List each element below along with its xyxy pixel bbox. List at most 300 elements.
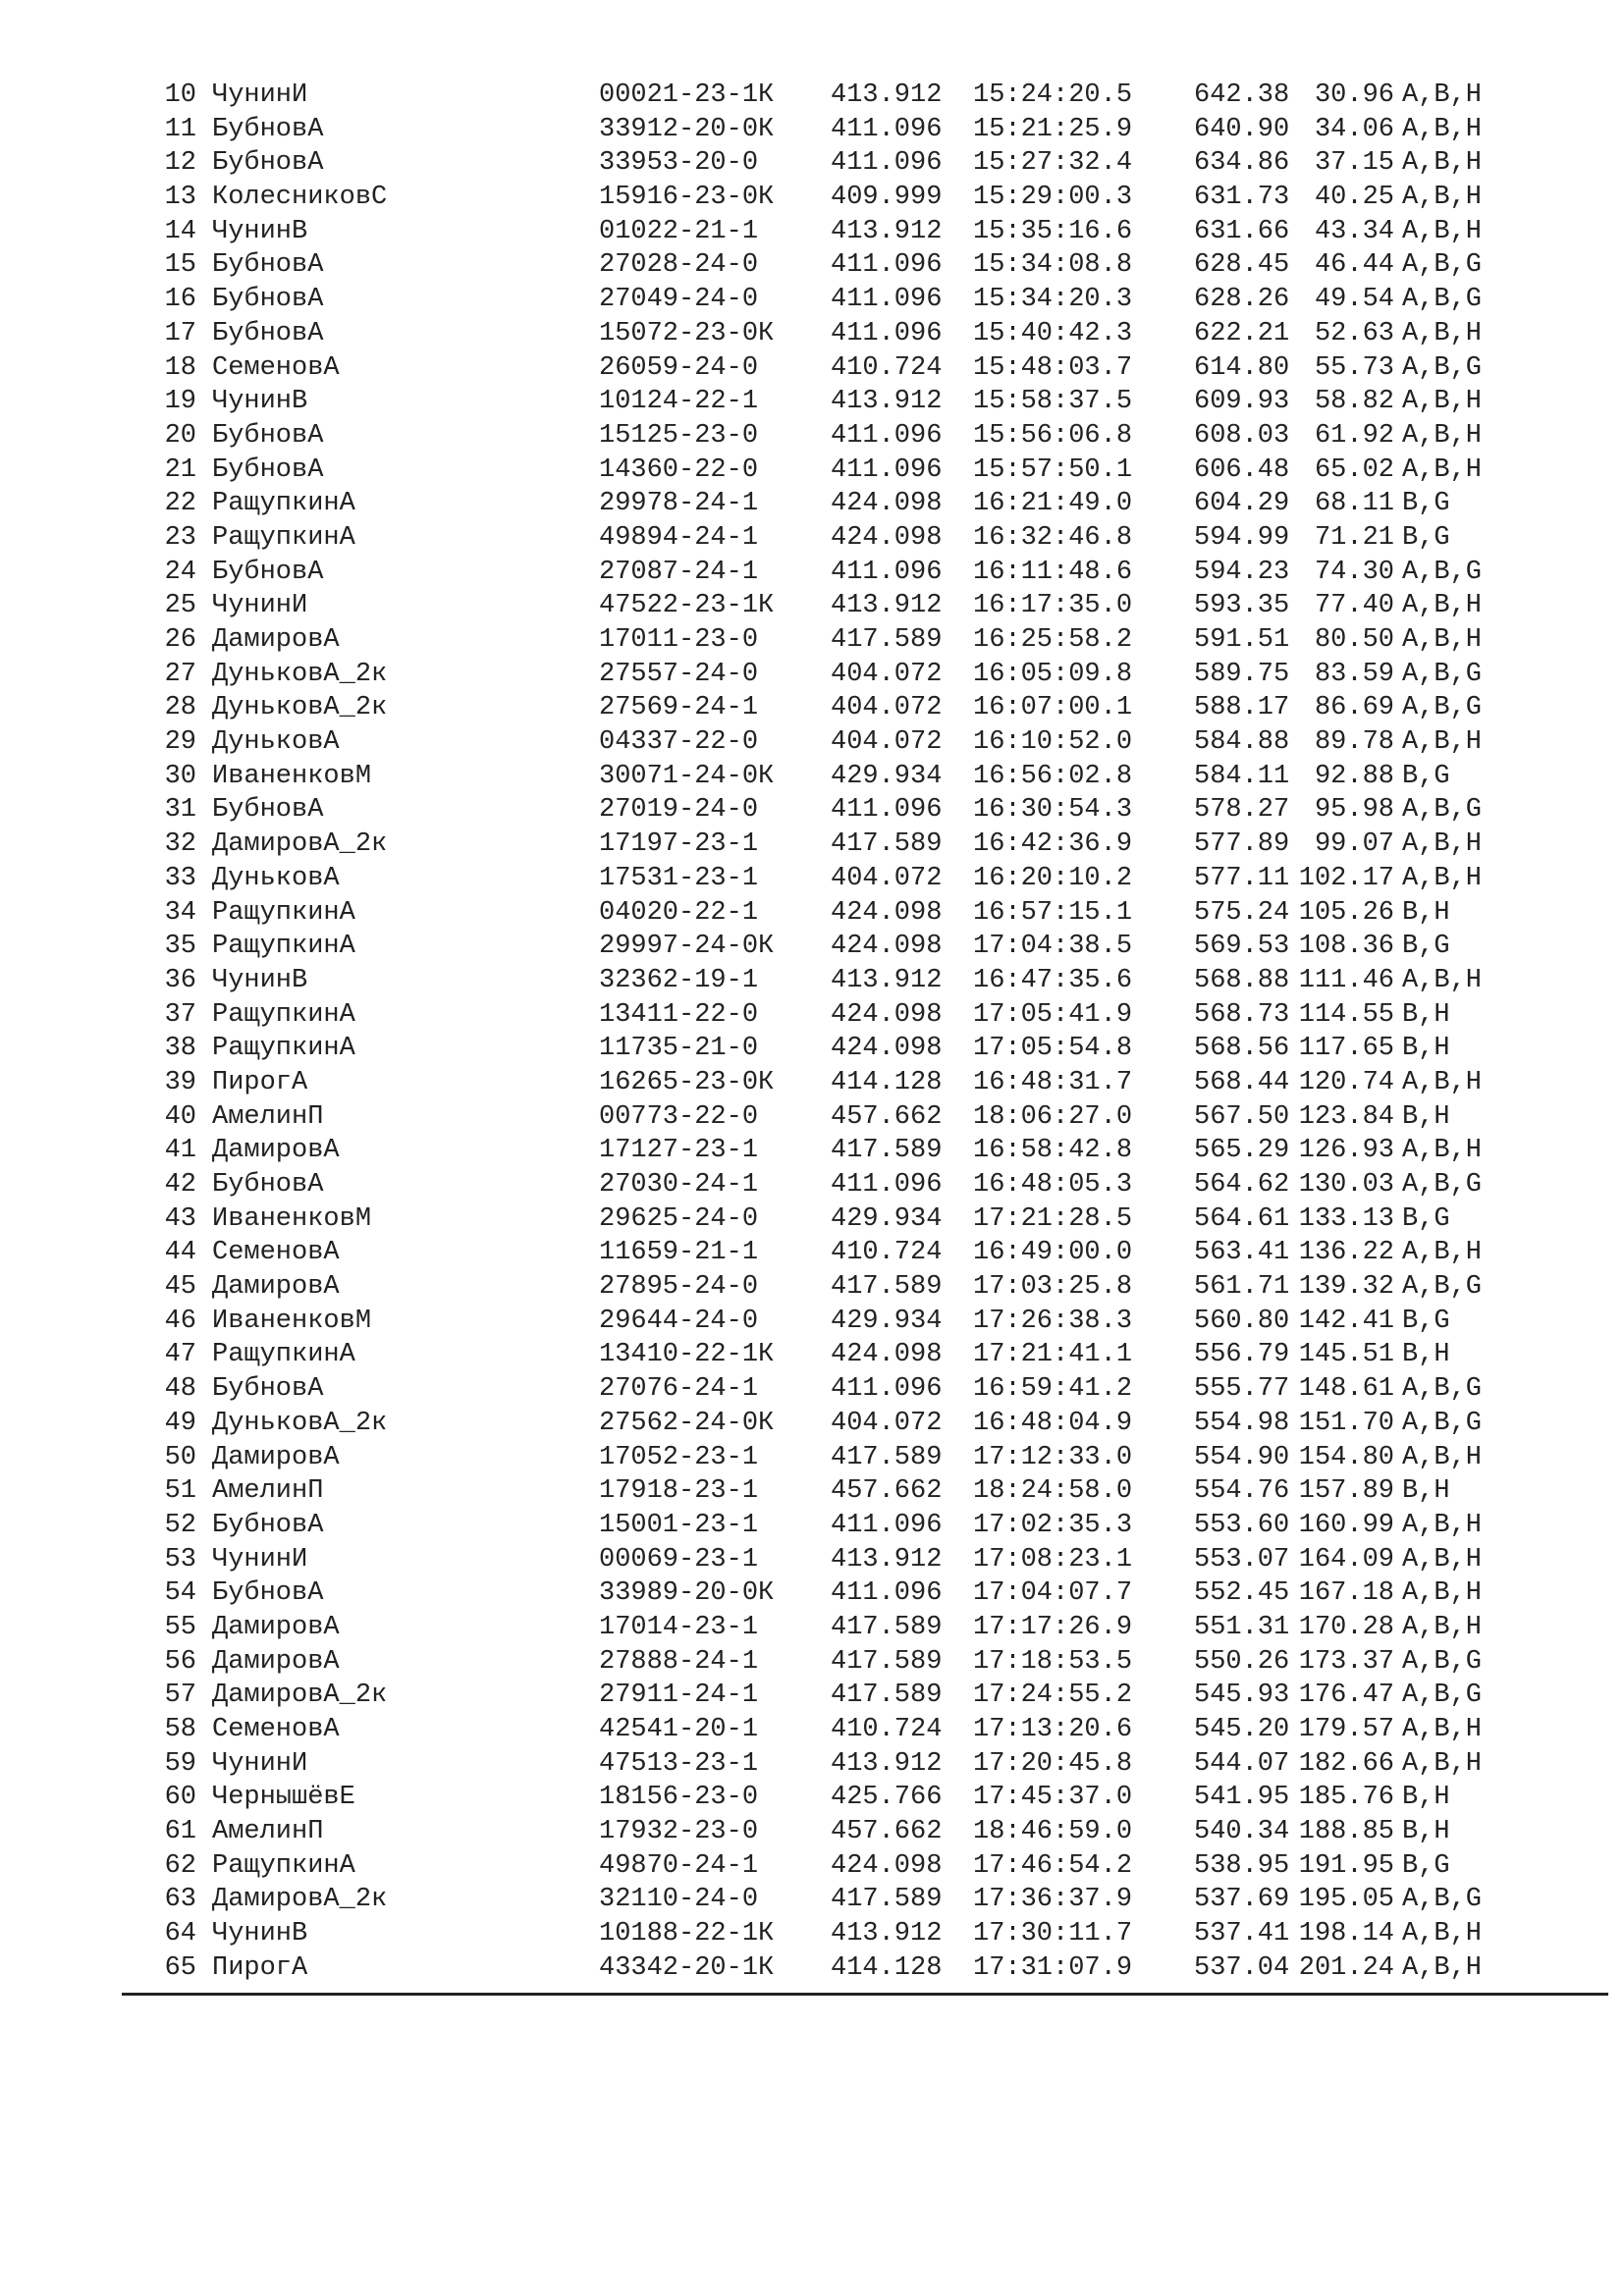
speed: 604.29 [1194, 489, 1290, 519]
distance: 404.072 [831, 863, 943, 893]
fancier-name: ДамировА [212, 1136, 340, 1166]
row-number: 34 [164, 897, 196, 928]
row-number: 12 [164, 148, 196, 179]
row-number: 56 [164, 1646, 196, 1677]
distance: 413.912 [831, 387, 943, 417]
points: 105.26 [1298, 897, 1394, 928]
table-row [161, 556, 1536, 590]
distance: 411.096 [831, 1578, 943, 1609]
table-row [161, 79, 1536, 113]
speed: 553.07 [1194, 1544, 1290, 1575]
points: 95.98 [1314, 795, 1394, 826]
arrival-time: 17:30:11.7 [973, 1919, 1133, 1949]
arrival-time: 17:17:26.9 [973, 1612, 1133, 1642]
table-row [161, 521, 1536, 556]
distance: 424.098 [831, 1034, 943, 1064]
groups: B,G [1402, 761, 1450, 791]
distance: 413.912 [831, 80, 943, 110]
ring-number: 17918-23-1 [599, 1476, 759, 1507]
fancier-name: ЧунинИ [212, 1544, 308, 1575]
speed: 537.41 [1194, 1919, 1290, 1949]
arrival-time: 15:35:16.6 [973, 216, 1133, 246]
speed: 568.88 [1194, 965, 1290, 995]
points: 65.02 [1314, 454, 1394, 485]
points: 123.84 [1298, 1101, 1394, 1132]
row-number: 43 [164, 1203, 196, 1234]
arrival-time: 16:32:46.8 [973, 522, 1133, 553]
row-number: 50 [164, 1442, 196, 1472]
row-number: 16 [164, 285, 196, 315]
row-number: 36 [164, 965, 196, 995]
table-row [161, 589, 1536, 623]
speed: 560.80 [1194, 1306, 1290, 1336]
ring-number: 04020-22-1 [599, 897, 759, 928]
ring-number: 00069-23-1 [599, 1544, 759, 1575]
table-row [161, 351, 1536, 386]
points: 46.44 [1314, 250, 1394, 281]
fancier-name: РащупкинА [212, 522, 355, 553]
distance: 417.589 [831, 1272, 943, 1303]
distance: 411.096 [831, 285, 943, 315]
points: 43.34 [1314, 216, 1394, 246]
ring-number: 17127-23-1 [599, 1136, 759, 1166]
fancier-name: РащупкинА [212, 489, 355, 519]
row-number: 44 [164, 1238, 196, 1268]
speed: 550.26 [1194, 1646, 1290, 1677]
ring-number: 42541-20-1 [599, 1715, 759, 1744]
arrival-time: 16:58:42.8 [973, 1136, 1133, 1166]
groups: A,B,H [1402, 1136, 1483, 1166]
ring-number: 47522-23-1К [599, 591, 775, 621]
row-number: 15 [164, 250, 196, 281]
points: 157.89 [1298, 1476, 1394, 1507]
groups: A,B,G [1402, 1408, 1483, 1438]
ring-number: 27895-24-0 [599, 1272, 759, 1303]
ring-number: 17052-23-1 [599, 1442, 759, 1472]
table-row [161, 1474, 1536, 1509]
points: 99.07 [1314, 829, 1394, 860]
points: 195.05 [1298, 1885, 1394, 1915]
arrival-time: 17:20:45.8 [973, 1748, 1133, 1779]
distance: 409.999 [831, 183, 943, 213]
distance: 417.589 [831, 1612, 943, 1642]
fancier-name: ДуньковА_2к [212, 693, 388, 723]
ring-number: 11659-21-1 [599, 1238, 759, 1268]
points: 92.88 [1314, 761, 1394, 791]
ring-number: 32362-19-1 [599, 965, 759, 995]
arrival-time: 17:12:33.0 [973, 1442, 1133, 1472]
row-number: 23 [164, 522, 196, 553]
row-number: 14 [164, 216, 196, 246]
fancier-name: РащупкинА [212, 932, 355, 962]
ring-number: 17197-23-1 [599, 829, 759, 860]
ring-number: 13410-22-1К [599, 1340, 775, 1370]
row-number: 30 [164, 761, 196, 791]
ring-number: 27911-24-1 [599, 1681, 759, 1711]
groups: A,B,G [1402, 1681, 1483, 1711]
row-number: 24 [164, 557, 196, 587]
speed: 631.73 [1194, 183, 1290, 213]
table-row [161, 760, 1536, 794]
ring-number: 47513-23-1 [599, 1748, 759, 1779]
arrival-time: 16:07:00.1 [973, 693, 1133, 723]
table-row [161, 248, 1536, 283]
groups: A,B,G [1402, 795, 1483, 826]
distance: 410.724 [831, 1238, 943, 1268]
points: 142.41 [1298, 1306, 1394, 1336]
groups: B,H [1402, 1034, 1450, 1064]
arrival-time: 17:21:41.1 [973, 1340, 1133, 1370]
table-row [161, 1679, 1536, 1713]
points: 30.96 [1314, 80, 1394, 110]
arrival-time: 16:47:35.6 [973, 965, 1133, 995]
speed: 553.60 [1194, 1510, 1290, 1540]
results-table [161, 79, 1536, 1986]
arrival-time: 18:24:58.0 [973, 1476, 1133, 1507]
ring-number: 13411-22-0 [599, 999, 759, 1030]
arrival-time: 16:48:05.3 [973, 1170, 1133, 1200]
table-row [161, 896, 1536, 931]
groups: A,B,G [1402, 1272, 1483, 1303]
ring-number: 17932-23-0 [599, 1817, 759, 1847]
arrival-time: 16:57:15.1 [973, 897, 1133, 928]
table-row [161, 691, 1536, 725]
groups: B,H [1402, 1340, 1450, 1370]
row-number: 32 [164, 829, 196, 860]
fancier-name: БубновА [212, 1170, 324, 1200]
groups: A,B,G [1402, 250, 1483, 281]
row-number: 18 [164, 352, 196, 383]
points: 201.24 [1298, 1952, 1394, 1983]
table-row [161, 1747, 1536, 1782]
points: 55.73 [1314, 352, 1394, 383]
speed: 578.27 [1194, 795, 1290, 826]
speed: 554.76 [1194, 1476, 1290, 1507]
ring-number: 16265-23-0К [599, 1067, 775, 1097]
table-row [161, 658, 1536, 692]
ring-number: 27087-24-1 [599, 557, 759, 587]
distance: 429.934 [831, 761, 943, 791]
distance: 417.589 [831, 1885, 943, 1915]
distance: 404.072 [831, 727, 943, 758]
groups: A,B,H [1402, 1952, 1483, 1983]
groups: A,B,H [1402, 625, 1483, 655]
row-number: 20 [164, 420, 196, 451]
fancier-name: ДамировА_2к [212, 1885, 388, 1915]
fancier-name: ДуньковА [212, 727, 340, 758]
speed: 541.95 [1194, 1783, 1290, 1813]
groups: A,B,H [1402, 420, 1483, 451]
fancier-name: ЧунинИ [212, 1748, 308, 1779]
fancier-name: БубновА [212, 318, 324, 348]
arrival-time: 17:18:53.5 [973, 1646, 1133, 1677]
fancier-name: БубновА [212, 1578, 324, 1609]
points: 154.80 [1298, 1442, 1394, 1472]
speed: 631.66 [1194, 216, 1290, 246]
fancier-name: ПирогА [212, 1067, 308, 1097]
ring-number: 27049-24-0 [599, 285, 759, 315]
fancier-name: БубновА [212, 148, 324, 179]
fancier-name: ЧернышёвЕ [212, 1783, 355, 1813]
arrival-time: 17:04:38.5 [973, 932, 1133, 962]
points: 198.14 [1298, 1919, 1394, 1949]
distance: 424.098 [831, 489, 943, 519]
groups: A,B,H [1402, 1510, 1483, 1540]
table-row [161, 1407, 1536, 1441]
points: 74.30 [1314, 557, 1394, 587]
groups: A,B,H [1402, 1578, 1483, 1609]
speed: 577.89 [1194, 829, 1290, 860]
arrival-time: 17:03:25.8 [973, 1272, 1133, 1303]
fancier-name: ДамировА [212, 625, 340, 655]
speed: 622.21 [1194, 318, 1290, 348]
ring-number: 27569-24-1 [599, 693, 759, 723]
distance: 417.589 [831, 1442, 943, 1472]
speed: 545.93 [1194, 1681, 1290, 1711]
groups: A,B,H [1402, 1919, 1483, 1949]
arrival-time: 15:34:08.8 [973, 250, 1133, 281]
points: 83.59 [1314, 659, 1394, 689]
fancier-name: БубновА [212, 1510, 324, 1540]
fancier-name: ДамировА [212, 1442, 340, 1472]
speed: 537.04 [1194, 1952, 1290, 1983]
fancier-name: ЧунинИ [212, 80, 308, 110]
distance: 429.934 [831, 1306, 943, 1336]
groups: A,B,G [1402, 352, 1483, 383]
fancier-name: ДуньковА [212, 863, 340, 893]
row-number: 49 [164, 1408, 196, 1438]
ring-number: 43342-20-1К [599, 1952, 775, 1983]
table-row [161, 113, 1536, 147]
ring-number: 27076-24-1 [599, 1374, 759, 1405]
groups: A,B,H [1402, 454, 1483, 485]
table-row [161, 1815, 1536, 1849]
distance: 429.934 [831, 1203, 943, 1234]
fancier-name: ИваненковМ [212, 761, 372, 791]
fancier-name: СеменовА [212, 352, 340, 383]
groups: A,B,G [1402, 1885, 1483, 1915]
points: 130.03 [1298, 1170, 1394, 1200]
speed: 594.23 [1194, 557, 1290, 587]
arrival-time: 16:48:04.9 [973, 1408, 1133, 1438]
table-row [161, 1781, 1536, 1815]
table-row [161, 1168, 1536, 1202]
speed: 591.51 [1194, 625, 1290, 655]
table-row [161, 454, 1536, 488]
row-number: 46 [164, 1306, 196, 1336]
speed: 584.11 [1194, 761, 1290, 791]
speed: 561.71 [1194, 1272, 1290, 1303]
groups: B,G [1402, 932, 1450, 962]
fancier-name: ЧунинВ [212, 965, 308, 995]
table-row [161, 1611, 1536, 1645]
ring-number: 10188-22-1К [599, 1919, 775, 1949]
arrival-time: 17:13:20.6 [973, 1715, 1133, 1744]
arrival-time: 16:59:41.2 [973, 1374, 1133, 1405]
table-row [161, 1305, 1536, 1339]
row-number: 45 [164, 1272, 196, 1303]
points: 111.46 [1298, 965, 1394, 995]
groups: A,B,H [1402, 318, 1483, 348]
speed: 628.26 [1194, 285, 1290, 315]
table-row [161, 146, 1536, 181]
points: 71.21 [1314, 522, 1394, 553]
row-number: 21 [164, 454, 196, 485]
arrival-time: 17:05:41.9 [973, 999, 1133, 1030]
table-row [161, 862, 1536, 896]
speed: 555.77 [1194, 1374, 1290, 1405]
table-row [161, 1134, 1536, 1168]
points: 49.54 [1314, 285, 1394, 315]
distance: 413.912 [831, 1544, 943, 1575]
ring-number: 17014-23-1 [599, 1612, 759, 1642]
table-row [161, 1236, 1536, 1270]
distance: 414.128 [831, 1952, 943, 1983]
row-number: 26 [164, 625, 196, 655]
distance: 417.589 [831, 1681, 943, 1711]
distance: 411.096 [831, 454, 943, 485]
ring-number: 27888-24-1 [599, 1646, 759, 1677]
points: 61.92 [1314, 420, 1394, 451]
groups: B,H [1402, 1817, 1450, 1847]
table-row [161, 1883, 1536, 1917]
table-row [161, 1066, 1536, 1100]
groups: B,H [1402, 1101, 1450, 1132]
fancier-name: РащупкинА [212, 1034, 355, 1064]
arrival-time: 17:46:54.2 [973, 1850, 1133, 1881]
points: 68.11 [1314, 489, 1394, 519]
distance: 413.912 [831, 591, 943, 621]
row-number: 25 [164, 591, 196, 621]
table-row [161, 1509, 1536, 1543]
ring-number: 00773-22-0 [599, 1101, 759, 1132]
ring-number: 29978-24-1 [599, 489, 759, 519]
groups: B,G [1402, 1203, 1450, 1234]
row-number: 65 [164, 1952, 196, 1983]
row-number: 55 [164, 1612, 196, 1642]
groups: A,B,H [1402, 1442, 1483, 1472]
speed: 564.62 [1194, 1170, 1290, 1200]
ring-number: 33953-20-0 [599, 148, 759, 179]
groups: B,H [1402, 999, 1450, 1030]
distance: 424.098 [831, 999, 943, 1030]
ring-number: 27557-24-0 [599, 659, 759, 689]
points: 136.22 [1298, 1238, 1394, 1268]
fancier-name: БубновА [212, 1374, 324, 1405]
table-row [161, 1849, 1536, 1884]
distance: 413.912 [831, 1748, 943, 1779]
groups: B,G [1402, 489, 1450, 519]
ring-number: 33912-20-0К [599, 114, 775, 144]
groups: A,B,H [1402, 965, 1483, 995]
speed: 551.31 [1194, 1612, 1290, 1642]
points: 37.15 [1314, 148, 1394, 179]
row-number: 13 [164, 183, 196, 213]
groups: A,B,G [1402, 1170, 1483, 1200]
row-number: 57 [164, 1681, 196, 1711]
groups: A,B,H [1402, 114, 1483, 144]
groups: A,B,H [1402, 1715, 1483, 1744]
fancier-name: АмелинП [212, 1476, 324, 1507]
groups: B,G [1402, 522, 1450, 553]
points: 191.95 [1298, 1850, 1394, 1881]
arrival-time: 16:05:09.8 [973, 659, 1133, 689]
arrival-time: 15:21:25.9 [973, 114, 1133, 144]
row-number: 63 [164, 1885, 196, 1915]
points: 145.51 [1298, 1340, 1394, 1370]
row-number: 54 [164, 1578, 196, 1609]
points: 77.40 [1314, 591, 1394, 621]
distance: 424.098 [831, 932, 943, 962]
ring-number: 14360-22-0 [599, 454, 759, 485]
distance: 413.912 [831, 965, 943, 995]
distance: 410.724 [831, 352, 943, 383]
speed: 588.17 [1194, 693, 1290, 723]
row-number: 28 [164, 693, 196, 723]
table-row [161, 1951, 1536, 1986]
points: 148.61 [1298, 1374, 1394, 1405]
speed: 540.34 [1194, 1817, 1290, 1847]
row-number: 38 [164, 1034, 196, 1064]
fancier-name: ЧунинВ [212, 1919, 308, 1949]
fancier-name: РащупкинА [212, 999, 355, 1030]
arrival-time: 16:42:36.9 [973, 829, 1133, 860]
points: 164.09 [1298, 1544, 1394, 1575]
points: 117.65 [1298, 1034, 1394, 1064]
points: 188.85 [1298, 1817, 1394, 1847]
table-row [161, 964, 1536, 998]
table-row [161, 1270, 1536, 1305]
distance: 417.589 [831, 1646, 943, 1677]
ring-number: 27019-24-0 [599, 795, 759, 826]
speed: 614.80 [1194, 352, 1290, 383]
groups: A,B,G [1402, 693, 1483, 723]
row-number: 17 [164, 318, 196, 348]
speed: 567.50 [1194, 1101, 1290, 1132]
row-number: 29 [164, 727, 196, 758]
points: 89.78 [1314, 727, 1394, 758]
table-row [161, 1032, 1536, 1066]
table-row [161, 1100, 1536, 1135]
points: 133.13 [1298, 1203, 1394, 1234]
table-row [161, 1917, 1536, 1951]
table-row [161, 793, 1536, 828]
row-number: 37 [164, 999, 196, 1030]
distance: 404.072 [831, 1408, 943, 1438]
groups: B,H [1402, 897, 1450, 928]
fancier-name: РащупкинА [212, 897, 355, 928]
speed: 628.45 [1194, 250, 1290, 281]
speed: 634.86 [1194, 148, 1290, 179]
speed: 565.29 [1194, 1136, 1290, 1166]
row-number: 53 [164, 1544, 196, 1575]
fancier-name: ИваненковМ [212, 1203, 372, 1234]
groups: A,B,G [1402, 285, 1483, 315]
ring-number: 15125-23-0 [599, 420, 759, 451]
distance: 417.589 [831, 829, 943, 860]
points: 58.82 [1314, 387, 1394, 417]
row-number: 42 [164, 1170, 196, 1200]
points: 114.55 [1298, 999, 1394, 1030]
points: 80.50 [1314, 625, 1394, 655]
row-number: 19 [164, 387, 196, 417]
groups: A,B,H [1402, 829, 1483, 860]
points: 160.99 [1298, 1510, 1394, 1540]
points: 102.17 [1298, 863, 1394, 893]
row-number: 31 [164, 795, 196, 826]
fancier-name: БубновА [212, 795, 324, 826]
arrival-time: 17:45:37.0 [973, 1783, 1133, 1813]
